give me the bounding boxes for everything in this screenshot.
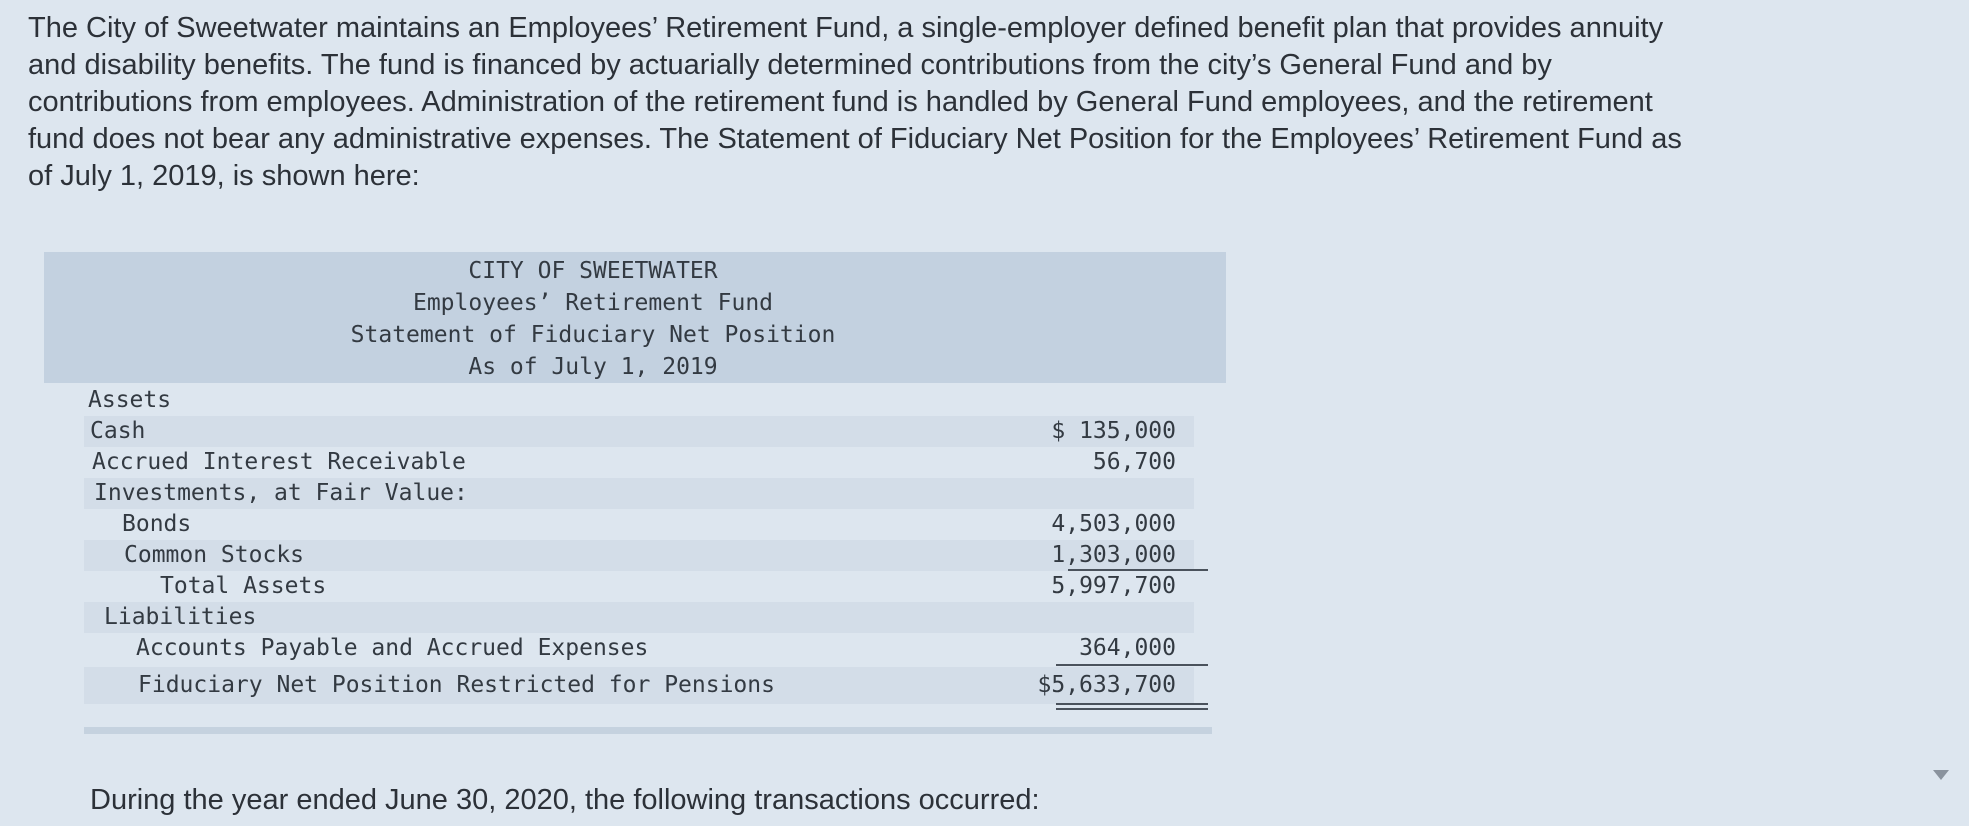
table-row (84, 447, 1194, 478)
fiduciary-statement (44, 252, 1226, 723)
subtotal-rule (1056, 664, 1208, 666)
row-label: Liabilities (104, 604, 257, 630)
table-row (84, 602, 1194, 633)
statement-bottom-rule (84, 727, 1212, 734)
transactions-intro: During the year ended June 30, 2020, the following transactions occurred: (90, 784, 1040, 816)
row-amount: 5,997,700 (1051, 573, 1176, 599)
table-row (84, 509, 1194, 540)
table-row (84, 416, 1194, 447)
total-rule-double (1056, 708, 1208, 710)
intro-line: contributions from employees. Administration of the retirement fund is handled by General Fund employees, and the retirement (28, 86, 1653, 118)
intro-paragraph (28, 10, 1948, 195)
row-label: Bonds (122, 511, 192, 537)
row-amount: 4,503,000 (1051, 511, 1176, 537)
statement-header (44, 252, 1226, 383)
row-label: Assets (88, 387, 172, 413)
row-label: Fiduciary Net Position Restricted for Pensions (138, 672, 775, 698)
table-row (84, 667, 1194, 704)
statement-body (44, 383, 1226, 723)
table-row (84, 633, 1194, 664)
row-amount: 364,000 (1079, 635, 1176, 661)
row-label: Total Assets (160, 573, 327, 599)
intro-line: The City of Sweetwater maintains an Employees’ Retirement Fund, a single-employer defined benefit plan that provides annuity (28, 12, 1664, 44)
total-rule (1056, 703, 1208, 705)
row-label: Investments, at Fair Value: (94, 480, 468, 506)
scroll-down-icon[interactable] (1933, 770, 1949, 780)
intro-line: and disability benefits. The fund is financed by actuarially determined contributions from the city’s General Fund and by (28, 49, 1552, 81)
row-amount: 1,303,000 (1051, 542, 1176, 568)
table-row (84, 478, 1194, 509)
statement-fund: Employees’ Retirement Fund (412, 290, 774, 316)
row-amount: $ 135,000 (1051, 418, 1176, 444)
table-row (84, 385, 1194, 416)
row-label: Common Stocks (124, 542, 305, 568)
row-label: Cash (90, 418, 146, 444)
intro-line: fund does not bear any administrative expenses. The Statement of Fiduciary Net Position for the Employees’ Retirement Fund as (28, 123, 1682, 155)
intro-line: of July 1, 2019, is shown here: (28, 160, 420, 192)
row-label: Accounts Payable and Accrued Expenses (136, 635, 649, 661)
table-row (84, 571, 1194, 602)
row-label: Accrued Interest Receivable (92, 449, 466, 475)
statement-title: Statement of Fiduciary Net Position (350, 322, 836, 348)
row-amount: 56,700 (1092, 449, 1176, 475)
row-amount: $5,633,700 (1037, 672, 1176, 698)
statement-entity: CITY OF SWEETWATER (468, 258, 718, 284)
statement-date: As of July 1, 2019 (468, 354, 718, 380)
table-row (84, 540, 1194, 571)
